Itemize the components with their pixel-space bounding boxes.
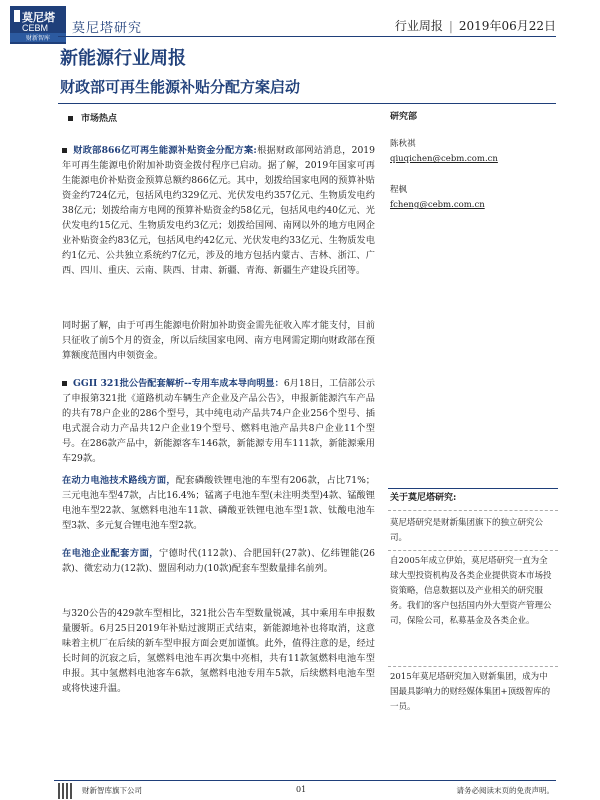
report-type: 行业周报 [394,19,443,33]
section-heading: 市场热点 [68,111,117,124]
analyst-1-name: 陈秋祺 [390,139,416,149]
paragraph-1 [62,143,375,278]
header-meta: 行业周报 | 2019年06月22日 [394,19,556,33]
paragraph-1-head: 财政部866亿可再生能源补贴资金分配方案: [73,145,257,156]
paragraph-2: 同时据了解，由于可再生能源电价附加补助资金需先征收入库才能支付，目前只征收了前5个月的资金，所以后续国家电网、南方电网需定期向财政部在预算额度范围内申领资金。 [62,320,375,361]
analyst-2-email[interactable]: fcheng@cebm.com.cn [390,200,485,210]
paragraph-5-head: 在电池企业配套方面， [62,548,159,559]
about-text-2: 自2005年成立伊始，莫尼塔研究一直为全球大型投资机构及各类企业提供资本市场投资策略，信息数据以及产业相关的研究服务。我们的客户包括国内外大型资产管理公司，保险公司，私募基金及各类企业。 [390,556,552,626]
paragraph-3-body: 6月18日，工信部公示了申报第321批《道路机动车辆生产企业及产品公告》，申报新能源汽车产品的共有78户企业的286个型号，其中纯电动产品共74户企业256个型号、插电式混合动力产品共12户企业19个型号、燃料电池产品共8户企业11个型号。在286款产品中，新能源客车146款，新能源专用车111款，新能源乘用车29款。 [62,378,375,464]
analyst-2-name: 程枫 [390,185,408,195]
paragraph-5-body: 宁德时代(112款)、合肥国轩(27款)、亿纬锂能(26款)、微宏动力(12款)、盟固利动力(10款)配套车型数量排名前列。 [62,548,375,574]
footer-divider [54,780,556,781]
footer-left: 财新智库旗下公司 [82,786,142,795]
qr-code-icon [58,783,74,799]
analyst-1-email[interactable]: qiuqichen@cebm.com.cn [390,154,498,164]
page-number: 01 [296,785,307,794]
paragraph-4-head: 在动力电池技术路线方面， [62,475,176,486]
logo-sub: 财新智库 [10,33,66,42]
logo-mark [14,10,20,22]
page-subtitle: 财政部可再生能源补贴分配方案启动 [60,78,301,96]
paragraph-3-head: GGII 321批公告配套解析--专用车成本导向明显： [73,378,284,389]
page-title: 新能源行业周报 [60,48,186,69]
paragraph-3 [62,376,375,466]
research-head: 研究部 [390,112,418,122]
paragraph-5 [62,546,375,576]
report-date: 2019年06月22日 [458,19,556,33]
about-text-1: 莫尼塔研究是财新集团旗下的独立研究公司。 [390,518,544,543]
logo-en: CEBM [22,23,49,33]
paragraph-4 [62,473,375,533]
bullet-icon [62,381,67,386]
company-logo [10,6,66,44]
about-divider [388,488,558,489]
about-head: 关于莫尼塔研究: [390,493,457,503]
section-divider [58,103,556,104]
bullet-icon [62,148,67,153]
brand-name: 莫尼塔研究 [72,21,143,36]
about-separator [388,550,558,551]
header-divider [58,36,556,37]
bullet-icon [68,116,73,121]
about-separator [388,666,558,667]
logo-cn: 莫尼塔 [22,12,55,24]
paragraph-1-body: 根据财政部网站消息，2019年可再生能源电价附加补助资金拨付程序已启动。据了解，2019年国家可再生能源电价补贴资金预算总额约866亿元。其中，划拨给国家电网的预算补贴资金约724亿元，包括风电约329亿元、光伏发电约357亿元、生物质发电约38亿元；划拨给南方电网的预算补贴资金约58亿元，包括风电约40亿元、光伏发电约15亿元、生物质发电约3亿元；划拨给国网、南网以外的地方电网企业补贴资金约83亿元，包括风电约42亿元、光伏发电约33亿元、生物质发电约1亿元、公共独立系统约7亿元，涉及的地方包括内蒙古、吉林、浙江、广西、四川、重庆、云南、陕西、甘肃、新疆、青海、新疆生产建设兵团等。 [62,145,375,276]
paragraph-6: 与320公告的429款车型相比，321批公告车型数量锐减，其中乘用车申报数量腰斩。6月25日2019年补贴过渡期正式结束，新能源地补也将取消，这意味着主机厂在后续的新车型申报方面会更加谨慎。此外，值得注意的是，经过长时间的沉寂之后，氢燃料电池车再次集中亮相，共有11款氢燃料电池车型申报。其中氢燃料电池客车6款，氢燃料电池专用车5款，后续燃料电池车型或将快速升温。 [62,608,375,694]
paragraph-4-body: 配套磷酸铁锂电池的车型有206款，占比71%；三元电池车型47款，占比16.4%；锰离子电池车型(未注明类型)4款、锰酸锂电池车型22款、氢燃料电池车11款、磷酸亚铁锂电池车型1款、钛酸电池车型3款、多元复合锂电池车型2款。 [62,475,375,531]
about-separator [388,510,558,511]
footer-disclaimer: 请务必阅读末页的免责声明。 [456,786,554,795]
about-text-3: 2015年莫尼塔研究加入财新集团，成为中国最具影响力的财经媒体集团+顶级智库的一员。 [390,672,551,712]
